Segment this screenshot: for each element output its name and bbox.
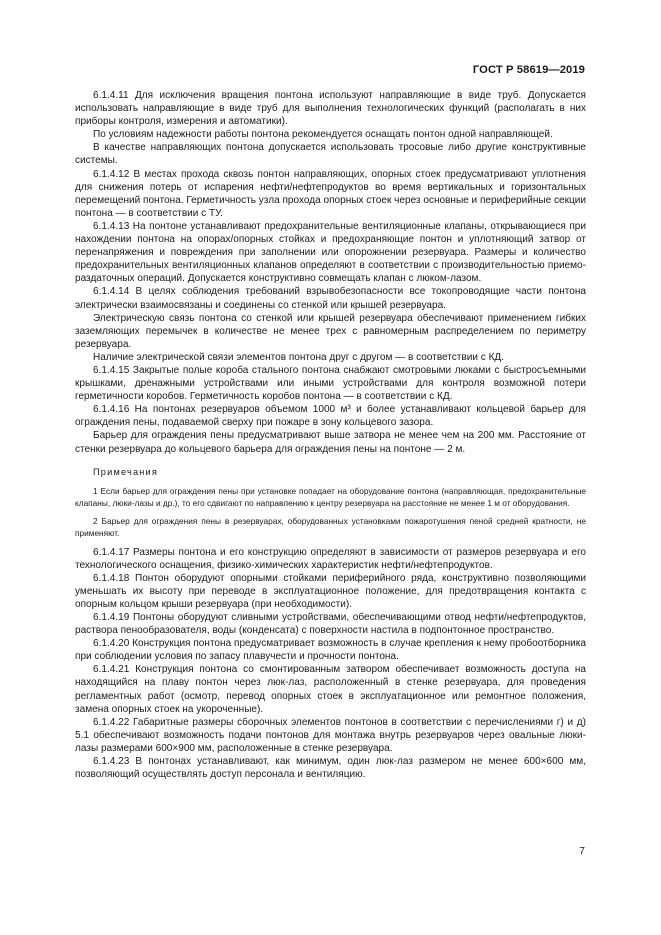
- document-body: [75, 89, 586, 781]
- paragraph-6-1-4-13: 6.1.4.13 На понтоне устанавливают предохранительные вентиляционные клапаны, открывающиеся при нахождении понтона на опорах/опорных стойках и предохраняющие понтон и уплотняющий затвор от перенапряжения и повреждения при заполнении или опорожнении резервуара. Размеры и количество предохранительных вентиляционных клапанов определяют в соответствии с производительностью приемо-раздаточных операций. Допускается конструктивно совмещать клапан с люком-лазом.: [75, 220, 586, 285]
- note-1: 1 Если барьер для ограждения пены при установке попадает на оборудование понтона (направляющая, предохранительные клапаны, люки-лазы и др.), то его сдвигают по направлению к центру резервуара на расстояние не менее 1 м от оборудования.: [75, 485, 586, 508]
- paragraph: Барьер для ограждения пены предусматривают выше затвора не менее чем на 200 мм. Расстояние от стенки резервуара до кольцевого барьера для ограждения пены на понтоне — 2 м.: [75, 430, 586, 455]
- paragraph: В качестве направляющих понтона допускается использовать тросовые либо другие конструктивные системы.: [75, 142, 586, 167]
- note-2: 2 Барьер для ограждения пены в резервуарах, оборудованных установками пожаротушения пеной средней кратности, не применяют.: [75, 516, 586, 539]
- paragraph-6-1-4-22: 6.1.4.22 Габаритные размеры сборочных элементов понтонов в соответствии с перечислениями г) и д) 5.1 обеспечивают возможность подачи понтонов для монтажа внутрь резервуаров через овальные люки-лазы размерами 600×900 мм, расположенные в стенке резервуара.: [75, 716, 586, 754]
- paragraph-6-1-4-14: 6.1.4.14 В целях соблюдения требований взрывобезопасности все токопроводящие части понтона электрически взаимосвязаны и соединены со стенкой или крышей резервуара.: [75, 286, 586, 311]
- paragraph: Наличие электрической связи элементов понтона друг с другом — в соответствии с КД.: [93, 351, 505, 363]
- paragraph-6-1-4-11: 6.1.4.11 Для исключения вращения понтона используют направляющие в виде труб. Допускается использовать направляющие в виде труб для выполнения технологических функций (располагать в них приборы контроля, измерения и автоматики).: [75, 90, 586, 128]
- paragraph-6-1-4-16: 6.1.4.16 На понтонах резервуаров объемом 1000 м³ и более устанавливают кольцевой барьер для ограждения пены, подаваемой сверху при пожаре в зону кольцевого зазора.: [75, 404, 586, 429]
- paragraph: Электрическую связь понтона со стенкой или крышей резервуара обеспечивают применением гибких заземляющих перемычек в количестве не менее трех с равномерным распределением по периметру резервуара.: [75, 312, 586, 350]
- paragraph-6-1-4-20: 6.1.4.20 Конструкция понтона предусматривает возможность в случае крепления к нему пробоотборника при соблюдении условия по запасу плавучести и прочности понтона.: [75, 638, 586, 663]
- paragraph-6-1-4-12: 6.1.4.12 В местах прохода сквозь понтон направляющих, опорных стоек предусматривают уплотнения для снижения потерь от испарения нефти/нефтепродуктов во время вертикальных и горизонтальных перемещений понтона. Герметичность узла прохода опорных стоек через основные и периферийные секции понтона — в соответствии с ТУ.: [75, 168, 586, 219]
- paragraph: По условиям надежности работы понтона рекомендуется оснащать понтон одной направляющей.: [93, 129, 553, 141]
- paragraph-6-1-4-15: 6.1.4.15 Закрытые полые короба стального понтона снабжают смотровыми люками с быстросъемными крышками, дренажными устройствами или иными устройствами для контроля возможной потери герметичности коробов. Герметичность коробов понтона — в соответствии с КД.: [75, 364, 586, 403]
- standard-number: ГОСТ Р 58619—2019: [472, 64, 585, 76]
- paragraph-6-1-4-21: 6.1.4.21 Конструкция понтона со смонтированным затвором обеспечивает возможность доступа на находящийся на плаву понтон через люк-лаз, расположенный в стенке резервуара, для проведения регламентных работ (осмотр, перевод опорных стоек в эксплуатационное или ремонтное положения, замена опорных стоек на укороченные).: [75, 664, 586, 715]
- paragraph-6-1-4-23: 6.1.4.23 В понтонах устанавливают, как минимум, один люк-лаз размером не менее 600×600 мм, позволяющий осуществлять доступ персонала и вентиляцию.: [75, 756, 586, 781]
- paragraph-6-1-4-17: 6.1.4.17 Размеры понтона и его конструкцию определяют в зависимости от размеров резервуара и его технологического оснащения, физико-химических характеристик нефти/нефтепродуктов.: [75, 546, 586, 571]
- paragraphs-after-notes: [75, 546, 586, 782]
- paragraph-6-1-4-19: 6.1.4.19 Понтоны оборудуют сливными устройствами, обеспечивающими отвод нефти/нефтепродуктов, раствора пенообразователя, воды (конденсата) с поверхности настила в подпонтонное пространство.: [75, 612, 586, 637]
- paragraph-6-1-4-18: 6.1.4.18 Понтон оборудуют опорными стойками периферийного ряда, конструктивно позволяющими уменьшать их высоту при переводе в эксплуатационное положение, для предотвращения контакта с опорным кольцом крыши резервуара (при необходимости).: [75, 572, 586, 610]
- page-number: 7: [579, 845, 585, 857]
- notes-heading: Примечания: [93, 466, 159, 477]
